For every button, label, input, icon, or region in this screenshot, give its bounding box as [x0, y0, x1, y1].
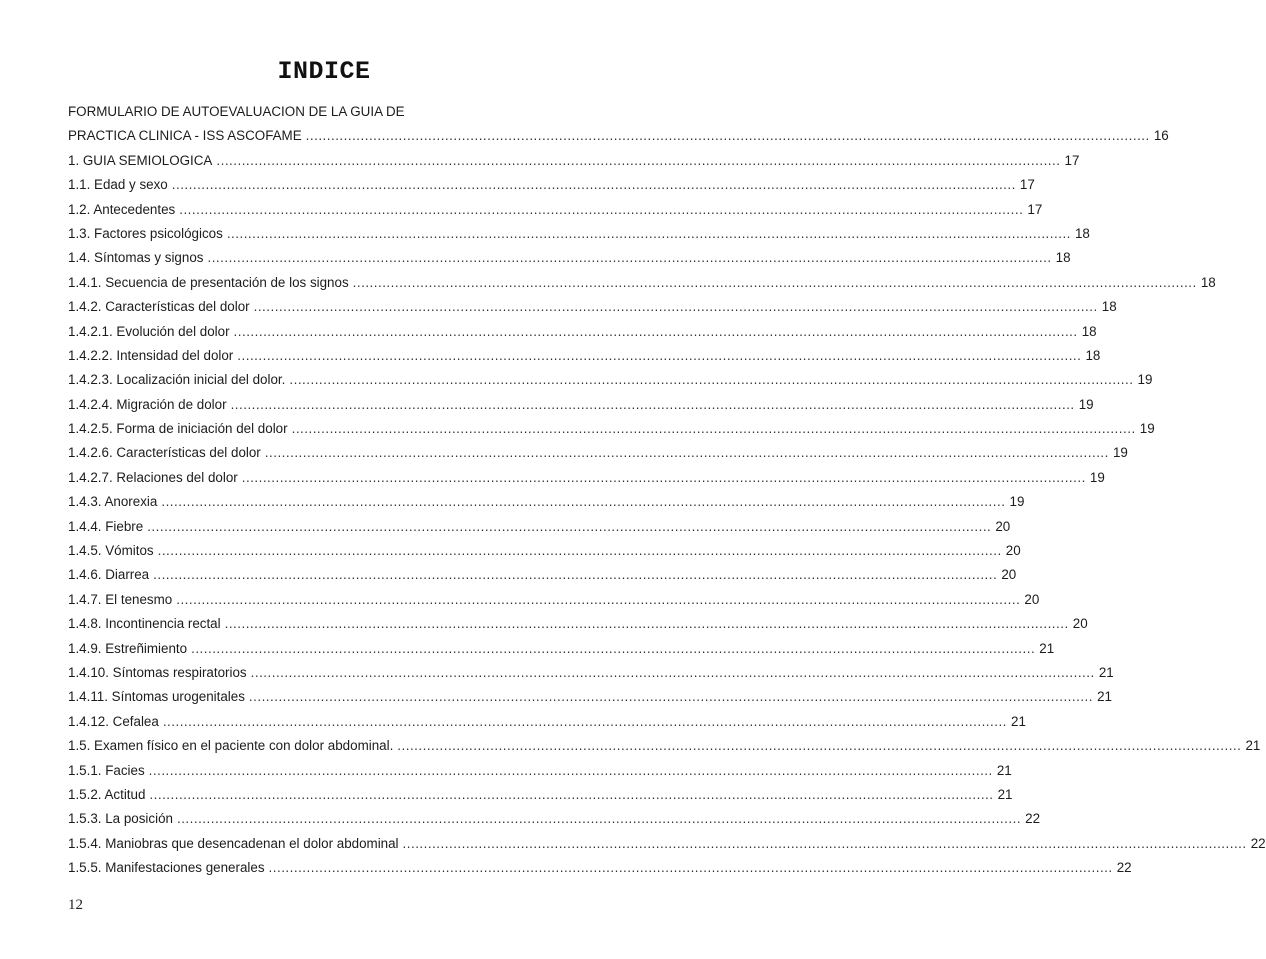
toc-entry-page: 18: [1101, 299, 1117, 315]
dot-leader: [237, 344, 1081, 368]
dot-leader: [292, 417, 1136, 441]
toc-entry-page: 22: [1250, 835, 1266, 851]
toc-entry-page: 21: [1039, 640, 1055, 656]
toc-entry[interactable]: [68, 856, 1132, 880]
toc-entry-label: FORMULARIO DE AUTOEVALUACION DE LA GUIA DE: [68, 104, 405, 119]
toc-entry-page: 21: [997, 786, 1013, 802]
dot-leader: [254, 295, 1098, 319]
toc-entry-page: 21: [1097, 689, 1112, 705]
toc-entry-label: 1.1. Edad y sexo: [68, 177, 168, 193]
toc-entry-label: 1.5.1. Facies: [68, 762, 145, 778]
toc-entry[interactable]: [68, 246, 1071, 270]
toc-entry-label: 1.4.2.7. Relaciones del dolor: [68, 469, 238, 485]
toc-entry[interactable]: [68, 783, 1013, 807]
toc-entry-label: 1.5. Examen físico en el paciente con dolor abdominal.: [68, 738, 394, 754]
toc-entry[interactable]: [68, 612, 1088, 636]
toc-entry[interactable]: [68, 759, 1012, 783]
dot-leader: [227, 222, 1071, 246]
toc-entry-label: 1.4.2.1. Evolución del dolor: [68, 323, 230, 339]
toc-entry[interactable]: [68, 807, 1041, 831]
toc-entry-label: 1.5.2. Actitud: [68, 786, 146, 802]
toc-entry[interactable]: [68, 295, 1117, 319]
toc-entry[interactable]: [68, 539, 1021, 563]
toc-entry[interactable]: [68, 832, 1266, 856]
toc-entry[interactable]: [68, 393, 1094, 417]
toc-entry-label: 1.4.1. Secuencia de presentación de los signos: [68, 274, 349, 290]
toc-entry-page: 19: [1009, 494, 1025, 510]
toc-entry-label: 1.4.2.6. Características del dolor: [68, 445, 261, 461]
toc-entry-page: 22: [1116, 860, 1132, 876]
toc-entry[interactable]: [68, 466, 1105, 490]
toc-entry-page: 20: [1005, 543, 1021, 559]
toc-entry-page: 19: [1112, 445, 1128, 461]
dot-leader: [149, 783, 993, 807]
dot-leader: [147, 515, 991, 539]
toc-entry[interactable]: [68, 149, 1080, 173]
dot-leader: [158, 539, 1002, 563]
dot-leader: [216, 149, 1060, 173]
toc-entry-page: 18: [1200, 274, 1216, 290]
toc-entry[interactable]: [68, 734, 1261, 758]
toc-entry[interactable]: [68, 417, 1155, 441]
toc-entry-page: 21: [1098, 664, 1114, 680]
dot-leader: [265, 441, 1109, 465]
dot-leader: [225, 612, 1069, 636]
toc-entry-page: 19: [1139, 421, 1155, 437]
toc-entry-page: 19: [1078, 396, 1094, 412]
toc-entry-page: 19: [1137, 372, 1153, 388]
toc-entry-label: 1.4.10. Síntomas respiratorios: [68, 664, 247, 680]
toc-entry[interactable]: [68, 271, 1216, 295]
toc-entry-page: 17: [1019, 177, 1035, 193]
toc-entry[interactable]: [68, 637, 1055, 661]
toc-entry-page: 21: [996, 762, 1012, 778]
toc-entry-label: 1.4.2.4. Migración de dolor: [68, 396, 227, 412]
dot-leader: [353, 271, 1197, 295]
dot-leader: [403, 832, 1247, 856]
toc-entry[interactable]: [68, 490, 1025, 514]
dot-leader: [191, 637, 1035, 661]
toc-entry-label: 1.4.11. Síntomas urogenitales: [68, 689, 245, 705]
dot-leader: [269, 856, 1113, 880]
toc-entry-label: 1.4.9. Estreñimiento: [68, 640, 188, 656]
toc-entry-page: 18: [1055, 250, 1071, 266]
toc-entry[interactable]: [68, 441, 1128, 465]
dot-leader: [176, 588, 1020, 612]
toc-entry-label: 1.4.8. Incontinencia rectal: [68, 616, 221, 632]
table-of-contents: [68, 100, 1266, 881]
dot-leader: [161, 490, 1005, 514]
toc-entry-page: 19: [1089, 469, 1105, 485]
toc-entry-label: 1.4.2.3. Localización inicial del dolor.: [68, 372, 286, 388]
toc-entry-label: 1.5.4. Maniobras que desencadenan el dolor abdominal: [68, 835, 399, 851]
dot-leader: [179, 198, 1023, 222]
dot-leader: [163, 710, 1007, 734]
dot-leader: [177, 807, 1021, 831]
dot-leader: [289, 368, 1133, 392]
toc-entry-page: 17: [1064, 152, 1080, 168]
toc-entry-label: 1.4.2.2. Intensidad del dolor: [68, 347, 234, 363]
toc-entry-label: 1. GUIA SEMIOLOGICA: [68, 152, 213, 168]
dot-leader: [149, 759, 993, 783]
toc-entry-page: 20: [995, 518, 1011, 534]
toc-entry-page: 16: [1153, 128, 1169, 144]
toc-entry[interactable]: [68, 124, 1169, 148]
toc-entry-page: 21: [1245, 738, 1261, 754]
toc-entry-label: 1.4.3. Anorexia: [68, 494, 158, 510]
toc-entry-label: 1.4.5. Vómitos: [68, 543, 154, 559]
toc-entry-page: 20: [1072, 616, 1088, 632]
dot-leader: [153, 563, 997, 587]
toc-entry[interactable]: [68, 588, 1040, 612]
toc-entry[interactable]: [68, 100, 576, 124]
toc-entry-label: 1.4.2. Características del dolor: [68, 299, 250, 315]
toc-entry-label: 1.5.5. Manifestaciones generales: [68, 860, 265, 876]
dot-leader: [242, 466, 1086, 490]
toc-entry-label: 1.4. Síntomas y signos: [68, 250, 204, 266]
toc-entry-page: 21: [1011, 713, 1026, 729]
dot-leader: [249, 685, 1093, 709]
toc-entry-label: 1.4.4. Fiebre: [68, 518, 144, 534]
page-title: INDICE: [277, 57, 371, 86]
toc-entry-page: 20: [1024, 591, 1040, 607]
dot-leader: [397, 734, 1241, 758]
toc-entry-page: 17: [1027, 201, 1043, 217]
dot-leader: [251, 661, 1095, 685]
toc-entry[interactable]: [68, 710, 1026, 734]
toc-entry[interactable]: [68, 685, 1112, 709]
toc-entry-label: 1.4.6. Diarrea: [68, 567, 150, 583]
dot-leader: [207, 246, 1051, 270]
toc-entry-label: 1.5.3. La posición: [68, 811, 173, 827]
page-number: 12: [68, 897, 83, 913]
toc-entry-label: 1.4.2.5. Forma de iniciación del dolor: [68, 421, 288, 437]
dot-leader: [306, 124, 1150, 148]
dot-leader: [172, 173, 1016, 197]
toc-entry[interactable]: [68, 563, 1017, 587]
toc-entry-label: 1.4.7. El tenesmo: [68, 591, 173, 607]
toc-entry[interactable]: [68, 222, 1090, 246]
toc-entry-page: 18: [1081, 323, 1097, 339]
toc-entry-page: 22: [1025, 811, 1041, 827]
toc-entry[interactable]: [68, 515, 1011, 539]
toc-entry-label: 1.4.12. Cefalea: [68, 713, 159, 729]
toc-entry-page: 18: [1074, 225, 1090, 241]
toc-entry-label: PRACTICA CLINICA - ISS ASCOFAME: [68, 128, 302, 144]
toc-entry[interactable]: [68, 173, 1035, 197]
toc-entry[interactable]: [68, 344, 1101, 368]
toc-entry-label: 1.3. Factores psicológicos: [68, 225, 223, 241]
toc-entry[interactable]: [68, 661, 1114, 685]
toc-entry[interactable]: [68, 198, 1043, 222]
toc-entry-page: 20: [1001, 567, 1017, 583]
toc-entry-page: 18: [1085, 347, 1101, 363]
dot-leader: [234, 320, 1078, 344]
dot-leader: [231, 393, 1075, 417]
toc-entry-label: 1.2. Antecedentes: [68, 201, 176, 217]
toc-entry[interactable]: [68, 320, 1097, 344]
toc-entry[interactable]: [68, 368, 1153, 392]
